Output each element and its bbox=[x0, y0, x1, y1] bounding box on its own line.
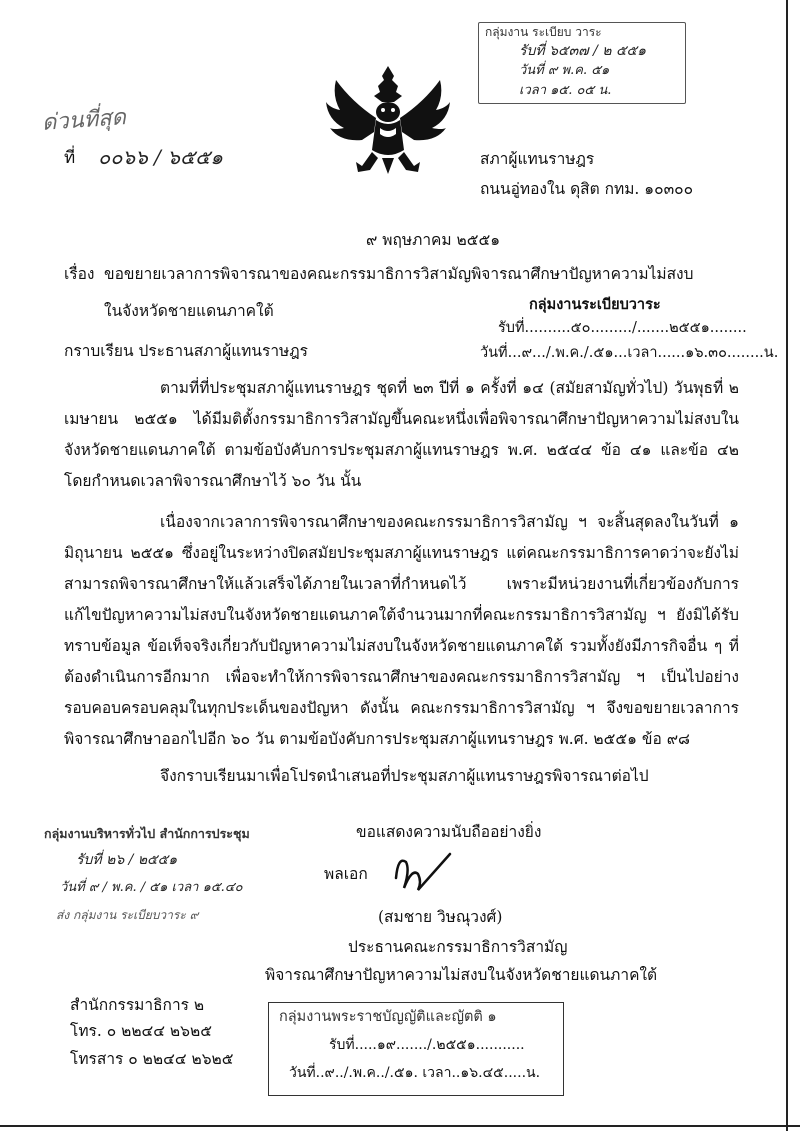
fax: โทรสาร ๐ ๒๒๔๔ ๒๖๒๕ bbox=[70, 1050, 234, 1068]
registry-stamp-date: วันที่...๙.../.พ.ค./.๕๑...เวลา......๑๖.๓๐........น. bbox=[480, 345, 779, 361]
sender-org: สภาผู้แทนราษฎร bbox=[480, 150, 595, 168]
stamp-top-line4: เวลา ๑๕. ๐๕ น. bbox=[519, 83, 612, 98]
subject-line2: ในจังหวัดชายแดนภาคใต้ bbox=[104, 302, 274, 320]
body-paragraph-1 bbox=[64, 373, 739, 497]
stamp-top-line1: กลุ่มงาน ระเบียบ วาระ bbox=[485, 25, 602, 39]
doc-number-value: ๐๐๖๖ / ๖๕๕๑ bbox=[98, 145, 223, 169]
body-paragraph-2 bbox=[64, 507, 739, 755]
salutation: กราบเรียน ประธานสภาผู้แทนราษฎร bbox=[64, 342, 308, 360]
garuda-emblem-icon bbox=[322, 62, 454, 178]
sender-address: ถนนอู่ทองใน ดุสิต กทม. ๑๐๓๐๐ bbox=[480, 180, 694, 198]
body-paragraph-2-text: เนื่องจากเวลาการพิจารณาศึกษาของคณะกรรมาธิการวิสามัญ ฯ จะสิ้นสุดลงในวันที่ ๑ มิถุนายน ๒๕๕๑ ซึ่งอยู่ในระหว่างปิดสมัยประชุมสภาผู้แทนราษฎร แต่คณะกรรมาธิการคาดว่าจะยังไม่สามารถพิจารณาศึกษาให้แล้วเสร็จได้ภายในเวลาที่กำหนดไว้ เพราะมีหน่วยงานที่เกี่ยวข้องกับการแก้ไขปัญหาความไม่สงบในจังหวัดชายแดนภาคใต้จำนวนมากที่คณะกรรมาธิการวิสามัญ ฯ ยังมิได้รับทราบข้อมูล ข้อเท็จจริงเกี่ยวกับปัญหาความไม่สงบในจังหวัดชายแดนภาคใต้ รวมทั้งยังมีภารกิจอื่น ๆ ที่ต้องดำเนินการอีกมาก เพื่อจะทำให้การพิจารณาศึกษาของคณะกรรมาธิการวิสามัญ ฯ เป็นไปอย่างรอบคอบครอบคลุมในทุกประเด็นของปัญหา ดังนั้น คณะกรรมาธิการวิสามัญ ฯ จึงขอขยายเวลาการพิจารณาศึกษาออกไปอีก ๖๐ วัน ตามข้อบังคับการประชุมสภาผู้แทนราษฎร พ.ศ. ๒๕๕๑ ข้อ ๙๘ bbox=[64, 513, 739, 748]
body-paragraph-3 bbox=[64, 761, 739, 792]
office-name: สำนักกรรมาธิการ ๒ bbox=[70, 996, 205, 1014]
signer-title-line1: ประธานคณะกรรมาธิการวิสามัญ bbox=[348, 938, 568, 956]
stamp-left-line4: ส่ง กลุ่มงาน ระเบียบวาระ ๙ bbox=[56, 908, 199, 922]
stamp-left-line3: วันที่ ๙ / พ.ค. / ๕๑ เวลา ๑๕.๔๐ bbox=[60, 880, 243, 895]
stamp-bottom-title: กลุ่มงานพระราชบัญญัติและญัตติ ๑ bbox=[279, 1009, 497, 1025]
stamp-left-line2: รับที่ ๒๖ / ๒๕๕๑ bbox=[76, 852, 178, 868]
receipt-stamp-bottom bbox=[268, 1002, 564, 1096]
signer-rank: พลเอก bbox=[324, 865, 368, 883]
document-date: ๙ พฤษภาคม ๒๕๕๑ bbox=[366, 231, 501, 249]
signer-name: (สมชาย วิษณุวงศ์) bbox=[378, 908, 503, 926]
scan-edge-bottom bbox=[0, 1125, 800, 1127]
urgency-mark: ด่วนที่สุด bbox=[41, 105, 127, 136]
body-paragraph-3-text: จึงกราบเรียนมาเพื่อโปรดนำเสนอที่ประชุมสภาผู้แทนราษฎรพิจารณาต่อไป bbox=[160, 767, 649, 785]
closing-line: ขอแสดงความนับถืออย่างยิ่ง bbox=[356, 823, 542, 841]
body-paragraph-1-text: ตามที่ที่ประชุมสภาผู้แทนราษฎร ชุดที่ ๒๓ ปีที่ ๑ ครั้งที่ ๑๔ (สมัยสามัญทั่วไป) วันพุธที่ ๒ เมษายน ๒๕๕๑ ได้มีมติตั้งกรรมาธิการวิสามัญขึ้นคณะหนึ่งเพื่อพิจารณาศึกษาปัญหาความไม่สงบในจังหวัดชายแดนภาคใต้ ตามข้อบังคับการประชุมสภาผู้แทนราษฎร พ.ศ. ๒๕๔๔ ข้อ ๔๑ และข้อ ๔๒ โดยกำหนดเวลาพิจารณาศึกษาไว้ ๖๐ วัน นั้น bbox=[64, 379, 739, 490]
stamp-top-line3: วันที่ ๙ พ.ค. ๕๑ bbox=[519, 63, 610, 78]
signature-icon bbox=[388, 848, 458, 898]
signer-title-line2: พิจารณาศึกษาปัญหาความไม่สงบในจังหวัดชายแดนภาคใต้ bbox=[265, 966, 658, 984]
registry-stamp-number: รับที่..........๕๐........./.......๒๕๕๑........ bbox=[498, 320, 747, 336]
subject-label: เรื่อง bbox=[64, 265, 95, 283]
stamp-top-line2: รับที่ ๖๕๓๗ / ๒ ๕๕๑ bbox=[519, 43, 647, 59]
receipt-stamp-top bbox=[478, 22, 686, 104]
telephone: โทร. ๐ ๒๒๔๔ ๒๖๒๕ bbox=[70, 1022, 212, 1040]
doc-number-label: ที่ bbox=[64, 148, 76, 168]
stamp-left-line1: กลุ่มงานบริหารทั่วไป สำนักการประชุม bbox=[44, 826, 250, 841]
stamp-bottom-date: วันที่..๙../.พ.ค../.๕๑. เวลา..๑๖.๔๕.....น. bbox=[289, 1065, 541, 1081]
stamp-bottom-number: รับที่.....๑๙......./.๒๕๕๑........... bbox=[329, 1037, 525, 1053]
scan-edge-right bbox=[786, 0, 788, 1131]
registry-stamp-title: กลุ่มงานระเบียบวาระ bbox=[529, 297, 661, 313]
subject-line1: ขอขยายเวลาการพิจารณาของคณะกรรมาธิการวิสามัญพิจารณาศึกษาปัญหาความไม่สงบ bbox=[104, 265, 694, 283]
